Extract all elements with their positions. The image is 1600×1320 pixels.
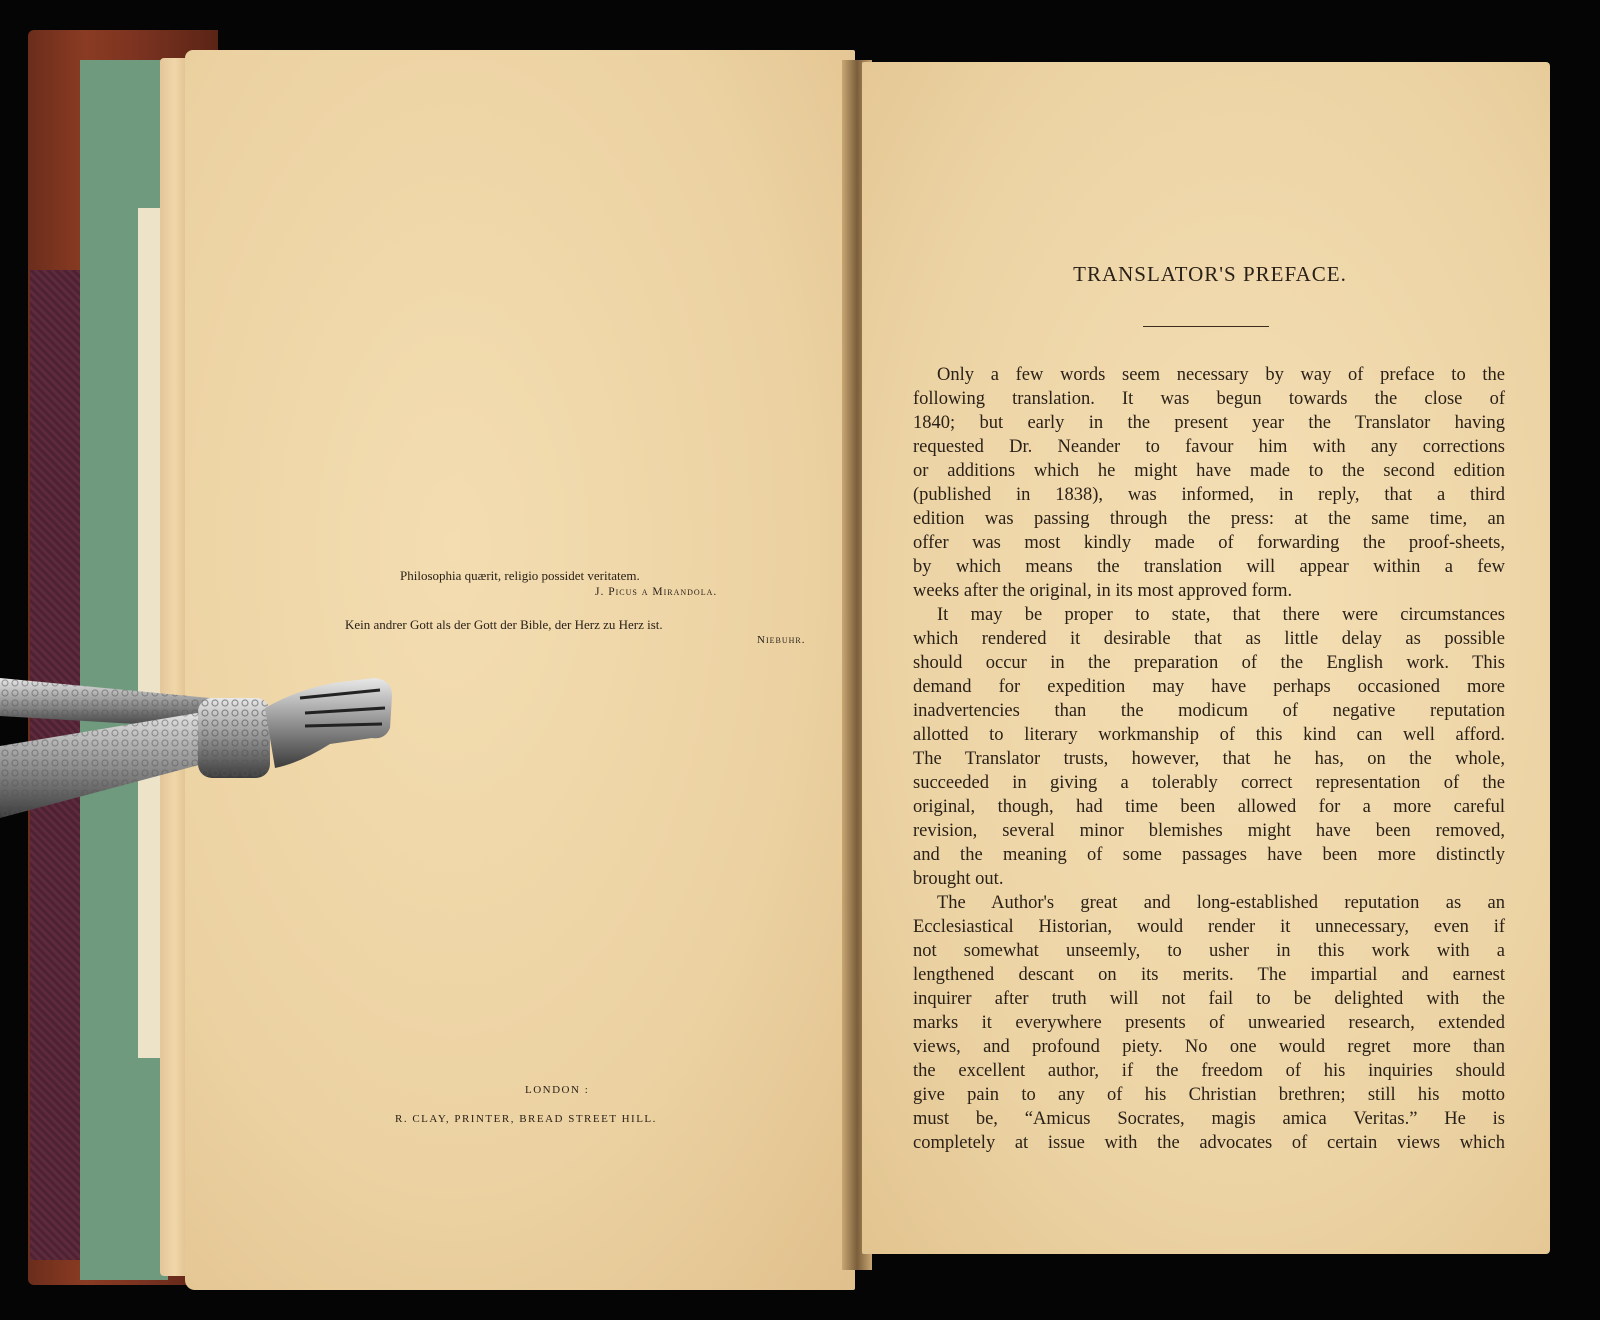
preface-line: inquirer after truth will not fail to be delighted with the xyxy=(913,989,1505,1009)
preface-line: give pain to any of his Christian brethren; still his motto xyxy=(913,1085,1505,1105)
preface-line: not somewhat unseemly, to usher in this work with a xyxy=(913,941,1505,961)
preface-line: Only a few words seem necessary by way of preface to the xyxy=(937,365,1505,385)
preface-line: requested Dr. Neander to favour him with any corrections xyxy=(913,437,1505,457)
preface-line: 1840; but early in the present year the Translator having xyxy=(913,413,1505,433)
preface-line: The Translator trusts, however, that he has, on the whole, xyxy=(913,749,1505,769)
preface-line: succeeded in giving a tolerably correct representation of the xyxy=(913,773,1505,793)
epigraph-latin: Philosophia quærit, religio possidet veritatem. xyxy=(400,568,640,583)
preface-line: the excellent author, if the freedom of his inquiries should xyxy=(913,1061,1505,1081)
title-rule xyxy=(1143,326,1269,327)
preface-line: inadvertencies than the modicum of negative reputation xyxy=(913,701,1505,721)
preface-line: offer was most kindly made of forwarding the proof-sheets, xyxy=(913,533,1505,553)
preface-line: edition was passing through the press: at the same time, an xyxy=(913,509,1505,529)
preface-line: revision, several minor blemishes might have been removed, xyxy=(913,821,1505,841)
preface-title: TRANSLATOR'S PREFACE. xyxy=(1073,262,1347,286)
preface-line: It may be proper to state, that there were circumstances xyxy=(937,605,1505,625)
preface-line: views, and profound piety. No one would regret more than xyxy=(913,1037,1505,1057)
preface-line: The Author's great and long-established reputation as an xyxy=(937,893,1505,913)
epigraph-german-attribution: Niebuhr. xyxy=(757,634,806,646)
bookmark-clip-icon xyxy=(0,668,415,838)
preface-line: brought out. xyxy=(913,869,1004,889)
preface-line: demand for expedition may have perhaps occasioned more xyxy=(913,677,1505,697)
preface-line: weeks after the original, in its most approved form. xyxy=(913,581,1293,601)
preface-line: (published in 1838), was informed, in reply, that a third xyxy=(913,485,1505,505)
preface-line: following translation. It was begun towards the close of xyxy=(913,389,1505,409)
epigraph-german: Kein andrer Gott als der Gott der Bible, der Herz zu Herz ist. xyxy=(345,617,663,632)
preface-line: which rendered it desirable that as little delay as possible xyxy=(913,629,1505,649)
imprint-printer: R. CLAY, PRINTER, BREAD STREET HILL. xyxy=(395,1113,657,1125)
preface-line: lengthened descant on its merits. The impartial and earnest xyxy=(913,965,1505,985)
preface-line: original, though, had time been allowed for a more careful xyxy=(913,797,1505,817)
preface-line: allotted to literary workmanship of this kind can well afford. xyxy=(913,725,1505,745)
epigraph-latin-attribution: J. Picus a Mirandola. xyxy=(595,586,718,598)
preface-line: Ecclesiastical Historian, would render it unnecessary, even if xyxy=(913,917,1505,937)
preface-body xyxy=(913,363,1505,1155)
inserted-card xyxy=(138,208,162,1058)
preface-line: by which means the translation will appear within a few xyxy=(913,557,1505,577)
preface-line: and the meaning of some passages have been more distinctly xyxy=(913,845,1505,865)
preface-line: completely at issue with the advocates of certain views which xyxy=(913,1133,1505,1153)
imprint-city: LONDON : xyxy=(525,1084,590,1096)
preface-line: should occur in the preparation of the English work. This xyxy=(913,653,1505,673)
preface-line: marks it everywhere presents of unwearied research, extended xyxy=(913,1013,1505,1033)
preface-line: must be, “Amicus Socrates, magis amica Veritas.” He is xyxy=(913,1109,1505,1129)
preface-line: or additions which he might have made to the second edition xyxy=(913,461,1505,481)
